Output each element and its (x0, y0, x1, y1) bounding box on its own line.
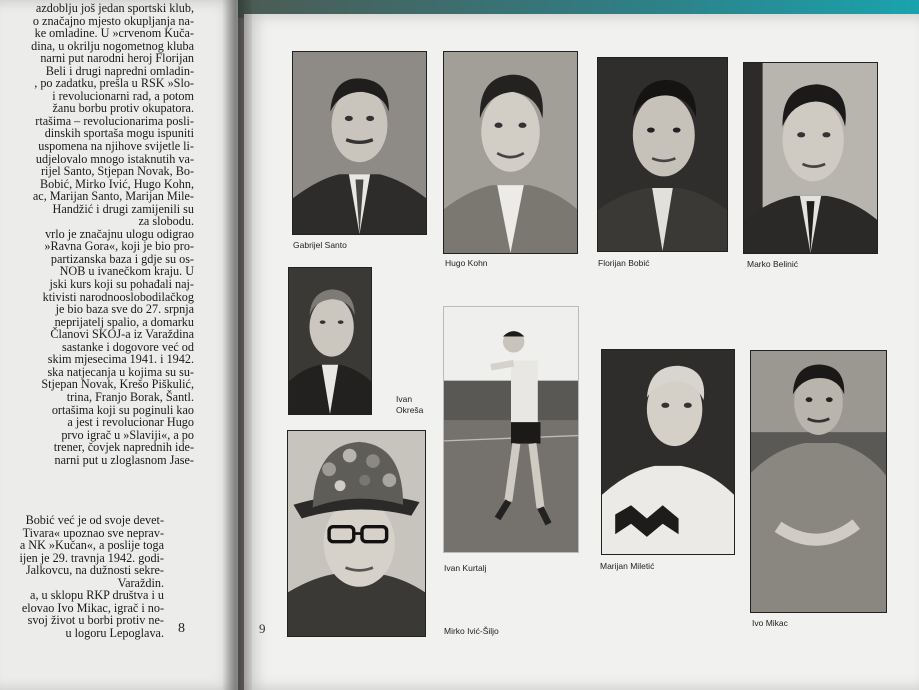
text-line: za slobodu. (138, 214, 194, 229)
photo-ivan-okresa (288, 267, 372, 415)
text-line: »Ravna Gora«, koji je bio pro- (44, 239, 194, 254)
text-line: jski kurs koji su pohađali naj- (49, 277, 194, 292)
text-line: svoj život u borbi protiv ne- (27, 613, 164, 628)
caption-marko-belinic: Marko Belinić (747, 259, 799, 269)
text-line: Članovi SKOJ-a iz Varaždina (50, 327, 194, 342)
text-line: NOB u ivanečkom kraju. U (59, 264, 194, 279)
text-line: azdoblju još jedan sportski klub, (35, 1, 194, 15)
text-line: vrlo je značajnu ulogu odigrao (45, 226, 194, 241)
text-line: Bobić, Mirko Ivić, Hugo Kohn, (39, 176, 194, 191)
text-line: Tivara« upoznao sve neprav- (22, 525, 164, 540)
text-line: trina, Franjo Borak, Šantl. (66, 389, 194, 404)
photo-ivan-kurtalj (443, 306, 579, 553)
text-line: rtašima – revolucionarima posli- (35, 113, 194, 128)
text-line: sastanke i dogovore već od (62, 339, 194, 354)
text-line: a, u sklopu RKP društva i u (30, 588, 164, 603)
photo-hugo-kohn (443, 51, 578, 254)
text-line: partizanska baza i gdje su os- (50, 251, 194, 266)
text-line: Handžić i drugi zamijenili su (52, 201, 194, 216)
text-line: uspomena na njihove svijetle li- (38, 139, 194, 154)
text-line: Jalkovcu, na dužnosti sekre- (25, 563, 164, 578)
text-line: i revolucionarni rad, a potom (52, 88, 194, 103)
text-line: neprijatelj spalio, a domarku (54, 314, 194, 329)
text-line: prvo igrač u »Slaviji«, a po (61, 427, 194, 442)
text-line: Beli i drugi napredni omladin- (45, 63, 194, 78)
text-line: ktivisti narodnooslobodilačkog (42, 289, 194, 304)
text-line: a NK »Kučan«, a poslije toga (19, 538, 164, 553)
page-number-left: 8 (178, 621, 185, 636)
text-line: trener, čovjek naprednih ide- (53, 440, 194, 455)
caption-florijan-bobic: Florijan Bobić (598, 258, 650, 268)
text-line: dina, u okrilju nogometnog kluba (31, 38, 194, 53)
page-number-right: 9 (259, 621, 266, 636)
caption-ivan-okresa-2: Okreša (396, 405, 424, 415)
photo-ivo-mikac (750, 350, 887, 613)
text-line: o značajno mjesto okupljanja na- (32, 13, 194, 28)
photo-florijan-bobic (597, 57, 728, 252)
text-line: elovao Ivo Mikac, igrač i no- (21, 600, 164, 615)
caption-hugo-kohn: Hugo Kohn (445, 258, 488, 268)
text-line: ke omladine. U »crvenom Kuča- (34, 26, 194, 41)
text-line: ijen je 29. travnja 1942. godi- (19, 550, 164, 565)
caption-gabrijel-santo: Gabrijel Santo (293, 240, 347, 250)
text-line: je bio baza sve do 27. srpnja (55, 302, 194, 317)
text-line: rijel Santo, Stjepan Novak, Bo- (41, 164, 194, 179)
caption-mirko-ivic-siljo: Mirko Ivić-Šiljo (444, 626, 499, 636)
photo-gabrijel-santo (292, 51, 427, 235)
text-line: Varaždin. (117, 575, 164, 590)
book-gutter (222, 0, 252, 690)
text-line: Bobić već je od svoje devet- (25, 513, 164, 527)
text-line: skim mjesecima 1941. i 1942. (47, 352, 194, 367)
photo-marijan-miletic (601, 349, 735, 555)
text-line: žanu borbu protiv okupatora. (52, 101, 194, 116)
caption-marijan-miletic: Marijan Miletić (600, 561, 655, 571)
text-line: Stjepan Novak, Krešo Piškulić, (41, 377, 194, 392)
text-line: u logoru Lepoglava. (65, 625, 164, 640)
text-line: a jest i revolucionar Hugo (67, 415, 194, 430)
caption-ivan-okresa-1: Ivan (396, 394, 413, 404)
text-line: dinskih sportaša mogu ispuniti (44, 126, 194, 141)
text-line: ac, Marijan Santo, Marijan Mile- (32, 189, 194, 204)
caption-ivan-kurtalj: Ivan Kurtalj (444, 563, 487, 573)
text-line: udjelovalo mnogo istaknutih va- (35, 151, 194, 166)
photo-marko-belinic (743, 62, 878, 254)
photo-mirko-ivic-siljo (287, 430, 426, 637)
caption-ivo-mikac: Ivo Mikac (752, 618, 788, 628)
left-page (0, 0, 238, 690)
text-line: ortašima koji su poginuli kao (51, 402, 194, 417)
left-text-column (0, 2, 194, 466)
text-line: ska natjecanja u kojima su su- (47, 364, 194, 379)
text-line: narni put u zloglasnom Jase- (54, 452, 194, 467)
text-line: narni put narodni heroj Florijan (40, 51, 194, 66)
left-text-column-lower (0, 514, 164, 639)
text-line: , po zadatku, prešla u RSK »Slo- (34, 76, 194, 91)
